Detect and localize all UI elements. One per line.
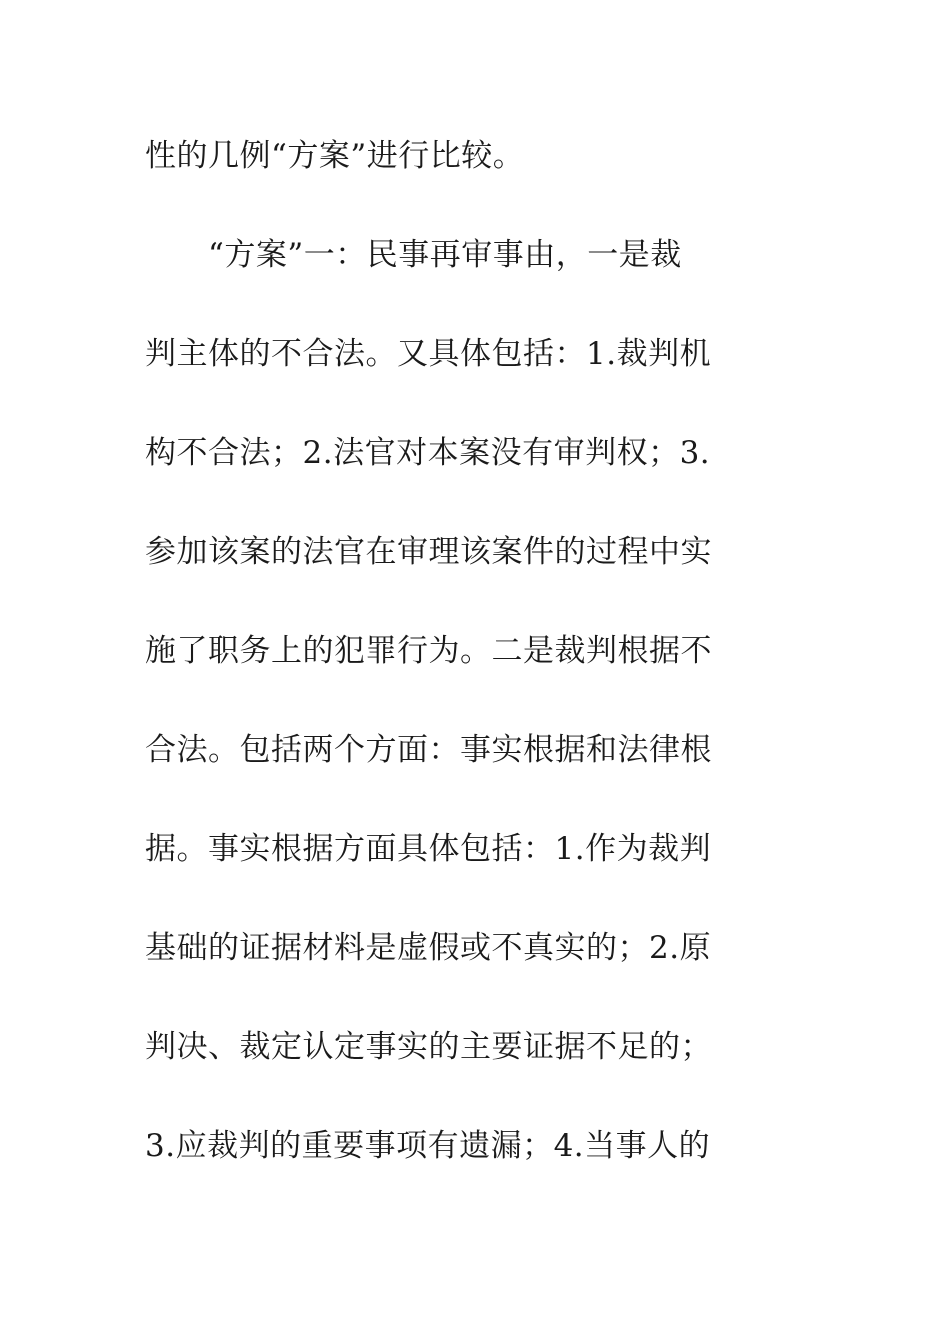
text-line: 据。事实根据方面具体包括：1.作为裁判 bbox=[145, 831, 712, 867]
text-line: 性的几例“方案”进行比较。 bbox=[145, 138, 525, 174]
text-line: 构不合法；2.法官对本案没有审判权；3. bbox=[145, 435, 711, 471]
text-line: 参加该案的法官在审理该案件的过程中实 bbox=[145, 534, 712, 570]
text-line: 判主体的不合法。又具体包括：1.裁判机 bbox=[145, 336, 712, 372]
text-line: 施了职务上的犯罪行为。二是裁判根据不 bbox=[145, 633, 712, 669]
body-text bbox=[145, 126, 777, 1215]
text-line: 合法。包括两个方面：事实根据和法律根 bbox=[145, 732, 712, 768]
text-line: “方案”一：民事再审事由，一是裁 bbox=[145, 237, 682, 273]
text-line: 3.应裁判的重要事项有遗漏；4.当事人的 bbox=[145, 1128, 711, 1164]
text-line: 基础的证据材料是虚假或不真实的；2.原 bbox=[145, 930, 712, 966]
text-line: 判决、裁定认定事实的主要证据不足的； bbox=[145, 1029, 712, 1065]
